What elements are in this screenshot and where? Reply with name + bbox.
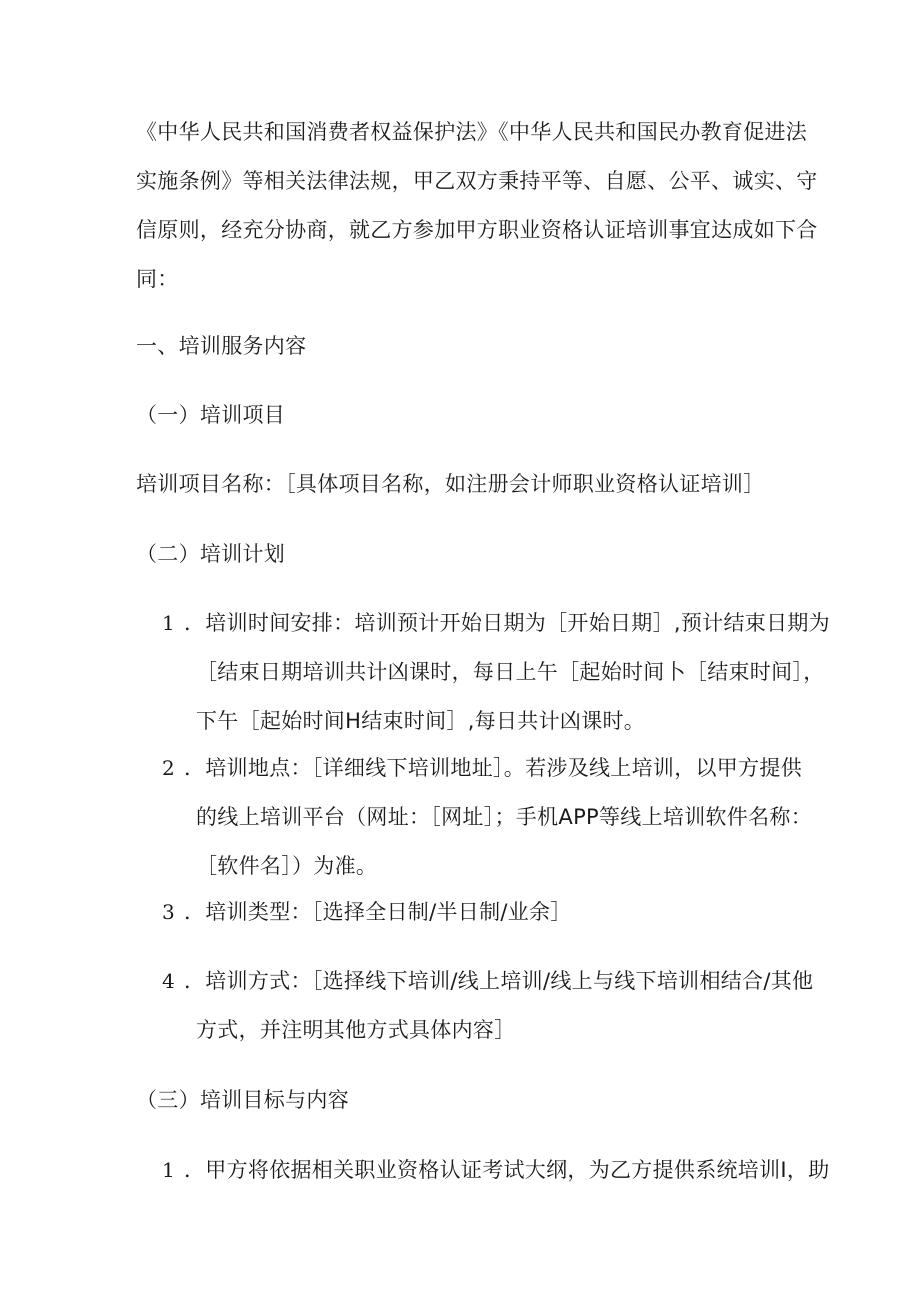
list-item-number: 4 [162, 969, 176, 993]
list-item-line: ．甲方将依据相关职业资格认证考试大纲，为乙方提供系统培训I，助 [184, 1158, 830, 1182]
list-item-body [184, 744, 812, 891]
list-item-number: 2 [162, 756, 176, 780]
project-name-line: 培训项目名称：［具体项目名称，如注册会计师职业资格认证培训］ [136, 472, 765, 496]
list-item-line: ［结束日期培训共计凶课时，每日上午［起始时间卜［结束时间］， [196, 660, 825, 684]
list-item-line: ．培训地点：［详细线下培训地址］。若涉及线上培训，以甲方提供 [184, 756, 802, 780]
list-item-line: ．培训方式：［选择线下培训/线上培训/线上与线下培训相结合/其他 [184, 969, 814, 993]
list-item-line: 的线上培训平台（网址：［网址］；手机APP等线上培训软件名称： [196, 805, 812, 829]
list-item-line: ．培训时间安排：培训预计开始日期为［开始日期］,预计结束日期为 [184, 611, 830, 635]
list-item-body [184, 1146, 830, 1195]
subsection-heading: （一）培训项目 [136, 403, 286, 427]
list-item-body [184, 888, 794, 937]
list-item-line: 下午［起始时间H结束时间］,每日共计凶课时。 [196, 709, 646, 733]
list-item-number: 1 [162, 611, 176, 635]
section-heading: 一、培训服务内容 [136, 334, 307, 358]
intro-line: 实施条例》等相关法律法规，甲乙双方秉持平等、自愿、公平、诚实、守 [136, 169, 818, 193]
intro-line: 信原则，经充分协商，就乙方参加甲方职业资格认证培训事宜达成如下合 [136, 218, 818, 242]
list-item-line: ［软件名］）为准。 [196, 854, 378, 878]
list-item-line: ．培训类型：［选择全日制/半日制/业余］ [184, 900, 572, 924]
intro-line: 《中华人民共和国消费者权益保护法》《中华人民共和国民办教育促进法 [136, 120, 808, 144]
intro-paragraph [136, 108, 818, 304]
subsection-heading: （二）培训计划 [136, 542, 286, 566]
subsection-heading: （三）培训目标与内容 [136, 1088, 349, 1112]
intro-line: 同： [136, 267, 179, 291]
list-item-body [184, 957, 814, 1055]
list-item-number: 1 [162, 1158, 176, 1182]
list-item-line: 方式，并注明其他方式具体内容］ [196, 1018, 516, 1042]
list-item-number: 3 [162, 900, 176, 924]
list-item-body [184, 599, 830, 746]
